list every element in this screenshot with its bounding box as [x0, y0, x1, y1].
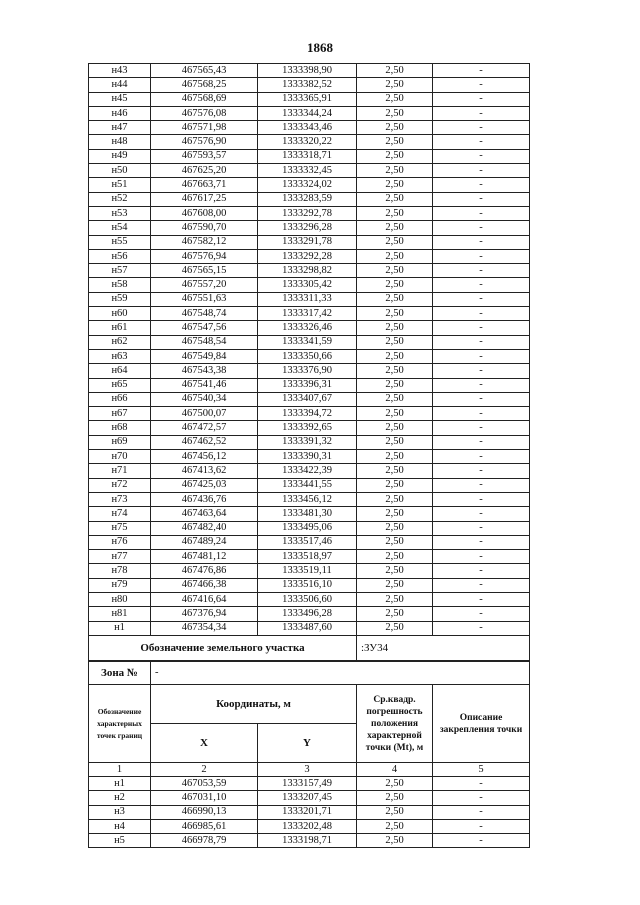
cell-fixing: -: [433, 149, 530, 163]
cell-accuracy: 2,50: [357, 206, 433, 220]
cell-point: н68: [89, 421, 151, 435]
table-row: [89, 292, 530, 306]
coordinates-table-body-2: [89, 777, 530, 848]
cell-y: 1333441,55: [258, 478, 357, 492]
cell-x: 467466,38: [151, 578, 258, 592]
cell-y: 1333291,78: [258, 235, 357, 249]
cell-point: н81: [89, 607, 151, 621]
cell-fixing: -: [433, 578, 530, 592]
cell-x: 467549,84: [151, 349, 258, 363]
table-row: [89, 264, 530, 278]
cell-fixing: -: [433, 407, 530, 421]
cell-fixing: -: [433, 221, 530, 235]
cell-y: 1333392,65: [258, 421, 357, 435]
cell-x: 467565,15: [151, 264, 258, 278]
cell-accuracy: 2,50: [357, 249, 433, 263]
table-row: [89, 834, 530, 848]
cell-y: 1333320,22: [258, 135, 357, 149]
table-row: [89, 92, 530, 106]
table-row: [89, 578, 530, 592]
cell-fixing: -: [433, 592, 530, 606]
cell-y: 1333198,71: [258, 834, 357, 848]
cell-x: 467481,12: [151, 550, 258, 564]
cell-accuracy: 2,50: [357, 78, 433, 92]
cell-point: н1: [89, 621, 151, 635]
cell-y: 1333201,71: [258, 805, 357, 819]
cell-fixing: -: [433, 92, 530, 106]
cell-fixing: -: [433, 621, 530, 635]
cell-point: н50: [89, 164, 151, 178]
cell-fixing: -: [433, 492, 530, 506]
cell-x: 467590,70: [151, 221, 258, 235]
cell-point: н79: [89, 578, 151, 592]
cell-y: 1333390,31: [258, 450, 357, 464]
cell-fixing: -: [433, 777, 530, 791]
cell-point: н66: [89, 392, 151, 406]
cell-x: 466985,61: [151, 819, 258, 833]
cell-point: н55: [89, 235, 151, 249]
cell-accuracy: 2,50: [357, 164, 433, 178]
table-row: [89, 392, 530, 406]
cell-accuracy: 2,50: [357, 507, 433, 521]
table-row: [89, 521, 530, 535]
table-row: [89, 805, 530, 819]
cell-x: 467476,86: [151, 564, 258, 578]
cell-accuracy: 2,50: [357, 106, 433, 120]
cell-fixing: -: [433, 834, 530, 848]
coordinates-table-body: [89, 64, 530, 636]
cell-fixing: -: [433, 450, 530, 464]
cell-accuracy: 2,50: [357, 121, 433, 135]
cell-fixing: -: [433, 564, 530, 578]
table-row: [89, 192, 530, 206]
cell-x: 467416,64: [151, 592, 258, 606]
cell-fixing: -: [433, 206, 530, 220]
cell-fixing: -: [433, 791, 530, 805]
table-row: [89, 791, 530, 805]
header-row-1: [89, 685, 530, 724]
cell-x: 467031,10: [151, 791, 258, 805]
cell-point: н47: [89, 121, 151, 135]
cell-x: 467472,57: [151, 421, 258, 435]
cell-y: 1333481,30: [258, 507, 357, 521]
table-row: [89, 592, 530, 606]
cell-x: 467425,03: [151, 478, 258, 492]
table-row: [89, 507, 530, 521]
cell-y: 1333391,32: [258, 435, 357, 449]
cell-y: 1333456,12: [258, 492, 357, 506]
table-row: [89, 149, 530, 163]
table-row: [89, 550, 530, 564]
cell-accuracy: 2,50: [357, 564, 433, 578]
coordinates-table-part1: [88, 63, 530, 661]
cell-accuracy: 2,50: [357, 221, 433, 235]
cell-x: 466978,79: [151, 834, 258, 848]
cell-accuracy: 2,50: [357, 805, 433, 819]
cell-x: 467617,25: [151, 192, 258, 206]
cell-point: н49: [89, 149, 151, 163]
cell-y: 1333407,67: [258, 392, 357, 406]
cell-x: 467540,34: [151, 392, 258, 406]
table-row: [89, 621, 530, 635]
cell-y: 1333318,71: [258, 149, 357, 163]
cell-x: 467354,34: [151, 621, 258, 635]
cell-y: 1333283,59: [258, 192, 357, 206]
cell-accuracy: 2,50: [357, 550, 433, 564]
cell-point: н64: [89, 364, 151, 378]
zone-value: -: [151, 662, 530, 685]
table-row: [89, 206, 530, 220]
table-row: [89, 178, 530, 192]
header-x: X: [151, 724, 258, 763]
table-row: [89, 321, 530, 335]
cell-point: н1: [89, 777, 151, 791]
cell-fixing: -: [433, 550, 530, 564]
cell-y: 1333157,49: [258, 777, 357, 791]
cell-y: 1333324,02: [258, 178, 357, 192]
cell-y: 1333495,06: [258, 521, 357, 535]
cell-x: 467576,90: [151, 135, 258, 149]
cell-fixing: -: [433, 64, 530, 78]
col-number-3: 3: [258, 763, 357, 777]
cell-accuracy: 2,50: [357, 819, 433, 833]
cell-point: н69: [89, 435, 151, 449]
cell-point: н59: [89, 292, 151, 306]
cell-accuracy: 2,50: [357, 235, 433, 249]
parcel-value: :ЗУ34: [357, 635, 530, 660]
cell-x: 467571,98: [151, 121, 258, 135]
cell-y: 1333382,52: [258, 78, 357, 92]
cell-point: н4: [89, 819, 151, 833]
cell-x: 467608,00: [151, 206, 258, 220]
cell-x: 467547,56: [151, 321, 258, 335]
table-row: [89, 478, 530, 492]
cell-point: н51: [89, 178, 151, 192]
cell-y: 1333344,24: [258, 106, 357, 120]
zone-label: Зона №: [89, 662, 151, 685]
table-row: [89, 421, 530, 435]
cell-x: 467436,76: [151, 492, 258, 506]
cell-accuracy: 2,50: [357, 135, 433, 149]
cell-accuracy: 2,50: [357, 278, 433, 292]
cell-fixing: -: [433, 364, 530, 378]
cell-x: 467053,59: [151, 777, 258, 791]
cell-y: 1333517,46: [258, 535, 357, 549]
cell-y: 1333305,42: [258, 278, 357, 292]
cell-point: н44: [89, 78, 151, 92]
cell-fixing: -: [433, 264, 530, 278]
cell-y: 1333202,48: [258, 819, 357, 833]
cell-accuracy: 2,50: [357, 621, 433, 635]
col-number-2: 2: [151, 763, 258, 777]
cell-y: 1333341,59: [258, 335, 357, 349]
zone-row: [89, 662, 530, 685]
cell-accuracy: 2,50: [357, 378, 433, 392]
cell-x: 467482,40: [151, 521, 258, 535]
cell-x: 467376,94: [151, 607, 258, 621]
cell-x: 467565,43: [151, 64, 258, 78]
cell-accuracy: 2,50: [357, 464, 433, 478]
cell-y: 1333350,66: [258, 349, 357, 363]
cell-y: 1333518,97: [258, 550, 357, 564]
cell-point: н58: [89, 278, 151, 292]
cell-point: н48: [89, 135, 151, 149]
cell-x: 467582,12: [151, 235, 258, 249]
cell-y: 1333343,46: [258, 121, 357, 135]
table-row: [89, 307, 530, 321]
cell-point: н45: [89, 92, 151, 106]
table-row: [89, 435, 530, 449]
cell-accuracy: 2,50: [357, 149, 433, 163]
cell-y: 1333487,60: [258, 621, 357, 635]
cell-fixing: -: [433, 819, 530, 833]
col-number-5: 5: [433, 763, 530, 777]
cell-accuracy: 2,50: [357, 392, 433, 406]
col-number-1: 1: [89, 763, 151, 777]
cell-fixing: -: [433, 607, 530, 621]
cell-accuracy: 2,50: [357, 92, 433, 106]
cell-x: 467551,63: [151, 292, 258, 306]
cell-fixing: -: [433, 106, 530, 120]
cell-x: 467568,69: [151, 92, 258, 106]
table-row: [89, 78, 530, 92]
cell-accuracy: 2,50: [357, 450, 433, 464]
cell-point: н3: [89, 805, 151, 819]
cell-fixing: -: [433, 507, 530, 521]
cell-x: 467663,71: [151, 178, 258, 192]
cell-x: 467576,94: [151, 249, 258, 263]
cell-point: н60: [89, 307, 151, 321]
cell-fixing: -: [433, 392, 530, 406]
cell-fixing: -: [433, 464, 530, 478]
cell-y: 1333519,11: [258, 564, 357, 578]
table-row: [89, 364, 530, 378]
table-row: [89, 819, 530, 833]
header-accuracy: Ср.квадр. погрешность положения характерной точки (Mt), м: [357, 685, 433, 763]
cell-fixing: -: [433, 235, 530, 249]
cell-point: н62: [89, 335, 151, 349]
cell-fixing: -: [433, 164, 530, 178]
table-row: [89, 135, 530, 149]
cell-point: н72: [89, 478, 151, 492]
cell-fixing: -: [433, 307, 530, 321]
parcel-row: [89, 635, 530, 660]
page-number: 1868: [307, 40, 333, 55]
cell-accuracy: 2,50: [357, 407, 433, 421]
table-row: [89, 407, 530, 421]
cell-accuracy: 2,50: [357, 435, 433, 449]
cell-y: 1333292,28: [258, 249, 357, 263]
cell-x: 466990,13: [151, 805, 258, 819]
table-row: [89, 121, 530, 135]
cell-y: 1333396,31: [258, 378, 357, 392]
cell-accuracy: 2,50: [357, 292, 433, 306]
table-row: [89, 106, 530, 120]
cell-point: н57: [89, 264, 151, 278]
cell-point: н61: [89, 321, 151, 335]
cell-fixing: -: [433, 292, 530, 306]
cell-x: 467568,25: [151, 78, 258, 92]
cell-y: 1333296,28: [258, 221, 357, 235]
cell-accuracy: 2,50: [357, 777, 433, 791]
cell-accuracy: 2,50: [357, 307, 433, 321]
table-row: [89, 607, 530, 621]
cell-accuracy: 2,50: [357, 521, 433, 535]
cell-fixing: -: [433, 378, 530, 392]
cell-point: н74: [89, 507, 151, 521]
cell-fixing: -: [433, 805, 530, 819]
cell-y: 1333398,90: [258, 64, 357, 78]
cell-y: 1333317,42: [258, 307, 357, 321]
cell-accuracy: 2,50: [357, 421, 433, 435]
parcel-label: Обозначение земельного участка: [89, 635, 357, 660]
cell-y: 1333298,82: [258, 264, 357, 278]
cell-fixing: -: [433, 521, 530, 535]
cell-x: 467463,64: [151, 507, 258, 521]
table-row: [89, 64, 530, 78]
table-row: [89, 249, 530, 263]
cell-point: н5: [89, 834, 151, 848]
cell-fixing: -: [433, 135, 530, 149]
cell-accuracy: 2,50: [357, 264, 433, 278]
cell-point: н46: [89, 106, 151, 120]
cell-point: н73: [89, 492, 151, 506]
table-row: [89, 777, 530, 791]
cell-point: н54: [89, 221, 151, 235]
table-row: [89, 464, 530, 478]
cell-point: н43: [89, 64, 151, 78]
cell-y: 1333207,45: [258, 791, 357, 805]
cell-accuracy: 2,50: [357, 607, 433, 621]
cell-y: 1333516,10: [258, 578, 357, 592]
header-fixing: Описание закрепления точки: [433, 685, 530, 763]
cell-x: 467548,54: [151, 335, 258, 349]
cell-accuracy: 2,50: [357, 321, 433, 335]
cell-accuracy: 2,50: [357, 64, 433, 78]
cell-point: н52: [89, 192, 151, 206]
coordinates-table-part2: [88, 661, 530, 848]
table-row: [89, 535, 530, 549]
header-y: Y: [258, 724, 357, 763]
cell-fixing: -: [433, 535, 530, 549]
cell-accuracy: 2,50: [357, 492, 433, 506]
cell-x: 467456,12: [151, 450, 258, 464]
cell-x: 467593,57: [151, 149, 258, 163]
cell-fixing: -: [433, 435, 530, 449]
cell-fixing: -: [433, 335, 530, 349]
cell-point: н67: [89, 407, 151, 421]
table-row: [89, 378, 530, 392]
cell-point: н63: [89, 349, 151, 363]
cell-x: 467557,20: [151, 278, 258, 292]
table-row: [89, 564, 530, 578]
cell-x: 467548,74: [151, 307, 258, 321]
cell-accuracy: 2,50: [357, 478, 433, 492]
cell-point: н76: [89, 535, 151, 549]
cell-x: 467541,46: [151, 378, 258, 392]
cell-y: 1333422,39: [258, 464, 357, 478]
cell-y: 1333292,78: [258, 206, 357, 220]
cell-fixing: -: [433, 121, 530, 135]
cell-y: 1333311,33: [258, 292, 357, 306]
cell-x: 467413,62: [151, 464, 258, 478]
header-coordinates: Координаты, м: [151, 685, 357, 724]
cell-x: 467625,20: [151, 164, 258, 178]
col-number-4: 4: [357, 763, 433, 777]
cell-accuracy: 2,50: [357, 335, 433, 349]
cell-accuracy: 2,50: [357, 535, 433, 549]
cell-point: н80: [89, 592, 151, 606]
cell-fixing: -: [433, 178, 530, 192]
cell-x: 467462,52: [151, 435, 258, 449]
cell-accuracy: 2,50: [357, 834, 433, 848]
cell-x: 467500,07: [151, 407, 258, 421]
cell-x: 467576,08: [151, 106, 258, 120]
table-row: [89, 221, 530, 235]
cell-point: н56: [89, 249, 151, 263]
cell-fixing: -: [433, 278, 530, 292]
cell-fixing: -: [433, 78, 530, 92]
cell-x: 467489,24: [151, 535, 258, 549]
cell-accuracy: 2,50: [357, 578, 433, 592]
table-row: [89, 235, 530, 249]
cell-accuracy: 2,50: [357, 791, 433, 805]
cell-point: н65: [89, 378, 151, 392]
cell-x: 467543,38: [151, 364, 258, 378]
cell-point: н2: [89, 791, 151, 805]
cell-y: 1333496,28: [258, 607, 357, 621]
cell-accuracy: 2,50: [357, 364, 433, 378]
cell-y: 1333506,60: [258, 592, 357, 606]
cell-y: 1333326,46: [258, 321, 357, 335]
cell-y: 1333332,45: [258, 164, 357, 178]
cell-y: 1333376,90: [258, 364, 357, 378]
cell-fixing: -: [433, 421, 530, 435]
cell-point: н70: [89, 450, 151, 464]
cell-y: 1333394,72: [258, 407, 357, 421]
cell-accuracy: 2,50: [357, 349, 433, 363]
table-row: [89, 278, 530, 292]
cell-point: н53: [89, 206, 151, 220]
cell-point: н71: [89, 464, 151, 478]
table-row: [89, 492, 530, 506]
cell-fixing: -: [433, 478, 530, 492]
cell-accuracy: 2,50: [357, 178, 433, 192]
cell-point: н77: [89, 550, 151, 564]
cell-fixing: -: [433, 321, 530, 335]
cell-y: 1333365,91: [258, 92, 357, 106]
table-row: [89, 335, 530, 349]
column-number-row: [89, 763, 530, 777]
header-point-designation: Обозначение характерных точек границ: [89, 685, 151, 763]
table-row: [89, 164, 530, 178]
cell-point: н78: [89, 564, 151, 578]
cell-accuracy: 2,50: [357, 592, 433, 606]
table-row: [89, 349, 530, 363]
cell-point: н75: [89, 521, 151, 535]
cell-fixing: -: [433, 249, 530, 263]
cell-fixing: -: [433, 349, 530, 363]
cell-accuracy: 2,50: [357, 192, 433, 206]
cell-fixing: -: [433, 192, 530, 206]
table-row: [89, 450, 530, 464]
